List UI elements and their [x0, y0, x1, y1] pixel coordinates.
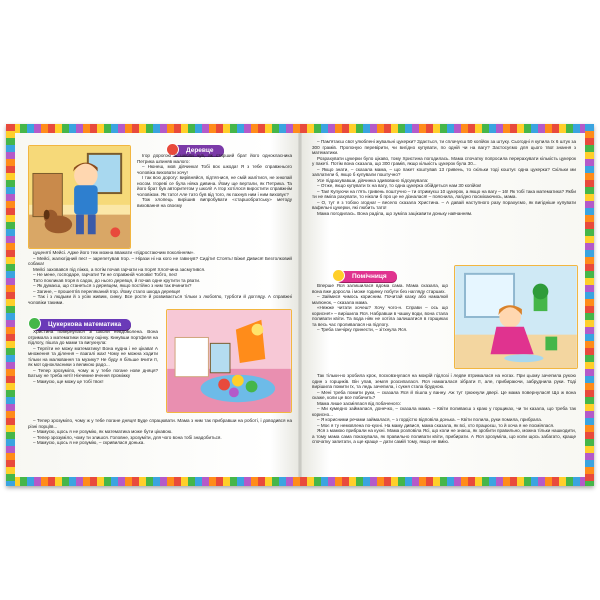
paragraph: Вперше Яся залишилася вдома сама. Мама сказала, що вона вже доросла і може годинку побути без нагляду старших. [312, 283, 448, 294]
paragraph: – Загине, – прошептів переляканий Ігор. Йому стало шкода деревце! [33, 288, 181, 294]
decorative-border-bottom [6, 477, 594, 486]
paragraph: Усе підрахувавши, дівчинка здивовано підсумувала: [317, 177, 429, 183]
paragraph: – Так! Купуючи на п'ять гривень поштучно – ти отримуєш 10 цукерок, а якщо на вагу – 16! Як тобі така математика? Якби ти не вміла рахувати, то ніколи б про це не дізналася! – пояснила, лагідно посміхаючись, мама. [312, 188, 576, 199]
paragraph: «Нежже читати хочеш? Хочу чого-н. Справи – ось що корисне!» – вирішила Яся. Набравши в чашку води, вона стала поливати квіти. Та вода ніяк не хотіла залишатися в горщиках та весь час проливалася на підлогу. [312, 305, 448, 327]
paragraph: І так всю дорогу: вирівняйся, підтягнися, не смій жалітися, не хнюпай носом. Ігореві се була ніяка дивина. Йому ще вертали, як Петрика. Та його брат був авторитетом у школі! А Ігор хотілося виростити справжнім чоловіком. Як тато! Але тато був від того, як пахнув ним і ним виховує? [137, 175, 292, 197]
story-title-text: Деревце [186, 147, 214, 154]
paragraph: – Мені треба помити руки, – сказала Яся й пішла у ванну. Аж тут грюкнули двері. Це мама повернулася! Що ж вона скаже, коли це все побачить? [312, 389, 576, 400]
paragraph: – Ми кумедно займалася, донечко, – сказала мама. – Квіти поливаєш з краю у горщиках, чи ти казала, що треба так корисно... [312, 406, 576, 417]
paragraph: – Терпіти не можу математику! Вона нудна і не цікава! А множення та ділення – взагалі жах! Чому не можна ходити тільки на малювання та музику? Не буду я більше вчити її, як мої однокласники з великою радо... [28, 345, 158, 367]
paragraph: Так тільки-но зробила крок, посковзнулася на мокрій підлозі і ледве втрималася на ногах. При цьому зачепила рукою один з горщиків. Він упав, земля розсипалася. Яся намагалася зібрати її, але, прибираючи, забруднила руки. Тоді вирішила помити їх, та ледь зачепила, і сукня стала брудною. [312, 373, 576, 389]
paragraph: – Тепер зрозуміло, чому ж у тебе погане дняця! Буде спрацювати. Мама з ним так прибравши на роботі, і доводився на різні порціїв... [28, 418, 292, 429]
story-title-pomichnytsia [336, 271, 397, 282]
book-spine [298, 133, 302, 477]
paragraph: – Я корисними речами займалася, – з гордістю відповіла донька. – Квіти полила, руки помила, прибрала. [317, 417, 543, 422]
paragraph: цуценяті Мейсі. Адже його теж можна вважати «підростаючим поколінням». [33, 250, 195, 255]
book-spread [6, 124, 594, 486]
right-page [306, 137, 582, 475]
story-title-text: Цукеркова математика [48, 321, 122, 328]
illustration-girl-cleaning [454, 265, 578, 369]
story2-continuation [312, 139, 576, 216]
illustration-desk-candies [166, 309, 292, 413]
girl-cleaning-drawing [455, 266, 577, 368]
paragraph: – Пам'ятаєш свої улюблені жувальні цукерки? Здається, ти сплачуєш 50 копійок за штуку. Сьогодні я купила їх 6 штук за 300 грамів. Пропоную перевірити, чи вигідно купувати, по одній чи на вагу? Застосуємо для цього твої знання з математики. [312, 139, 576, 155]
paragraph: – Мейсі, жалюгідний пес! – зарепетував Ігор. – Нірази ні на кого не гавкнув? Сидіти! Стоять! Біжи! Дивися! Безтолковий собака! [28, 255, 292, 266]
decorative-border-left [6, 124, 15, 486]
paragraph: Мама лише засміялася від побаченого: [317, 400, 401, 406]
paragraph: – Нюнеш, мов дівчинка! Тобі вох шкода! Я з тебе справжнього чоловіка виховати хочу! [137, 164, 292, 175]
paragraph: Мама погодилась. Вона раділа, що зуміла зацікавити доньку навчанням. [317, 210, 473, 216]
paragraph: Тож хлопець вирішив випробувати «старшобратську» методу виховання на своєму [137, 197, 292, 208]
illustration-boy-and-dog [28, 145, 131, 249]
story2-text-full [28, 418, 292, 446]
paragraph: – Займися чимось корисним. Почитай казку або намалюй малюнок, – сказала мама. [312, 294, 448, 305]
story1-text-column [137, 153, 292, 208]
paragraph: – Як думаєш, що станеться з деревцем, якщо постійно з ним так вчинити? [33, 283, 192, 288]
paragraph: Розрахувати цукерки було цікаво, тому Христина погодилась. Мама спочатку попросила перерахувати кількість цукерок у пакеті. Потім вона сказала, що 300 грамів, якщо кількість цукерок була 30... [312, 155, 576, 166]
ladybug-icon [332, 269, 345, 282]
paragraph: Христина повернулася зі школи невдоволена. Вона отримала з математики погану оцінку. Кинувши портфеля на підлогу, пішла до мами та вигукнула: [28, 329, 158, 345]
left-page [20, 137, 294, 475]
paragraph: Яся з мамою прибрали на кухні. Мама розповіла Ясі, що коли не знаєш, як зробити правильно, можна тільки нашкодити, а тому мама сама показувала, як правильно поливати квіти, прибирати. А Яся зрозуміла, що коли щось забагато, краще спочатку запитати, а ще краще – дати самій тому, якщо не вмію. [312, 428, 576, 444]
paragraph: Мейсі заховався під ліжко, а потім почав гарчати на Ігоря! Хлопчина засмутився. [33, 266, 206, 272]
story3-text-full [312, 373, 576, 445]
story3-text-column [312, 283, 448, 333]
paragraph: Ігор дорогою зі школи чув, як старший брат його однокласника Петрика шпиняв малого: [137, 153, 292, 164]
story-title-text: Помічниця [352, 273, 387, 280]
decorative-border-top [6, 124, 594, 133]
paragraph: – Мамусю, ще можу це тобі твоє! [33, 378, 104, 384]
paragraph: – Не мене, господаре, гарчати! Ти не справжній чоловік! Тобто, пес! [33, 272, 178, 277]
paragraph: – Тепер зрозуміло, чому ти злишся. Головне, зрозуміти, для чого вона тобі знадобиться. [33, 434, 222, 440]
paragraph: – Тепер зрозуміло, чому ж у тебе погане нове дняця? Батьку не треба неті! Нікчемне вчення проміжку [28, 367, 158, 378]
paragraph: – Так і з людьми й з усім живим, синку. Все росте й розвивається тільки з любов'ю, турботи й догляду. А справжні чоловіки такими. [28, 294, 292, 305]
story2-text-column [28, 329, 158, 384]
story1-text-full [28, 250, 292, 305]
paragraph: – Мамусю, щось я не розумію, – скривилася донька. [33, 440, 145, 445]
decorative-border-right [585, 124, 594, 486]
paragraph: – Отже, якщо купувати їх на вагу, то одна цукерка обійдеться нам 30 копійок! [317, 183, 482, 188]
desk-candies-drawing [167, 310, 291, 412]
paragraph: – О, тут я з тобою згодна! – весело сказала Христина. – А давай наступного разу порахуємо, як вигідніше купувати вафельні цукерки, які любить тато! [312, 199, 576, 210]
paragraph: Тато покликав Ігоря в садок, до нього деревця, й почав одне крутити та рвати. [33, 277, 201, 283]
paragraph: – Треба ганчірку принести, – зітхнула Яся. [317, 327, 408, 332]
paragraph: – Якщо знати, – сказала мама, – що пакет коштував 13 гривень, то скільки тоді коштує одна цукерка? Скільки ми заплатили б, якщо б купували поштучно? [312, 166, 576, 177]
paragraph: – Моє я ту немовлена по-кухні. На маму дивися, мама сказала, як всі, хто працюєш, то й хоча я не посміялася. [317, 422, 555, 428]
paragraph: – Мамусю, щось я не розумію, як математика може бути цікавою. [33, 429, 173, 434]
boy-dog-drawing [29, 146, 130, 248]
